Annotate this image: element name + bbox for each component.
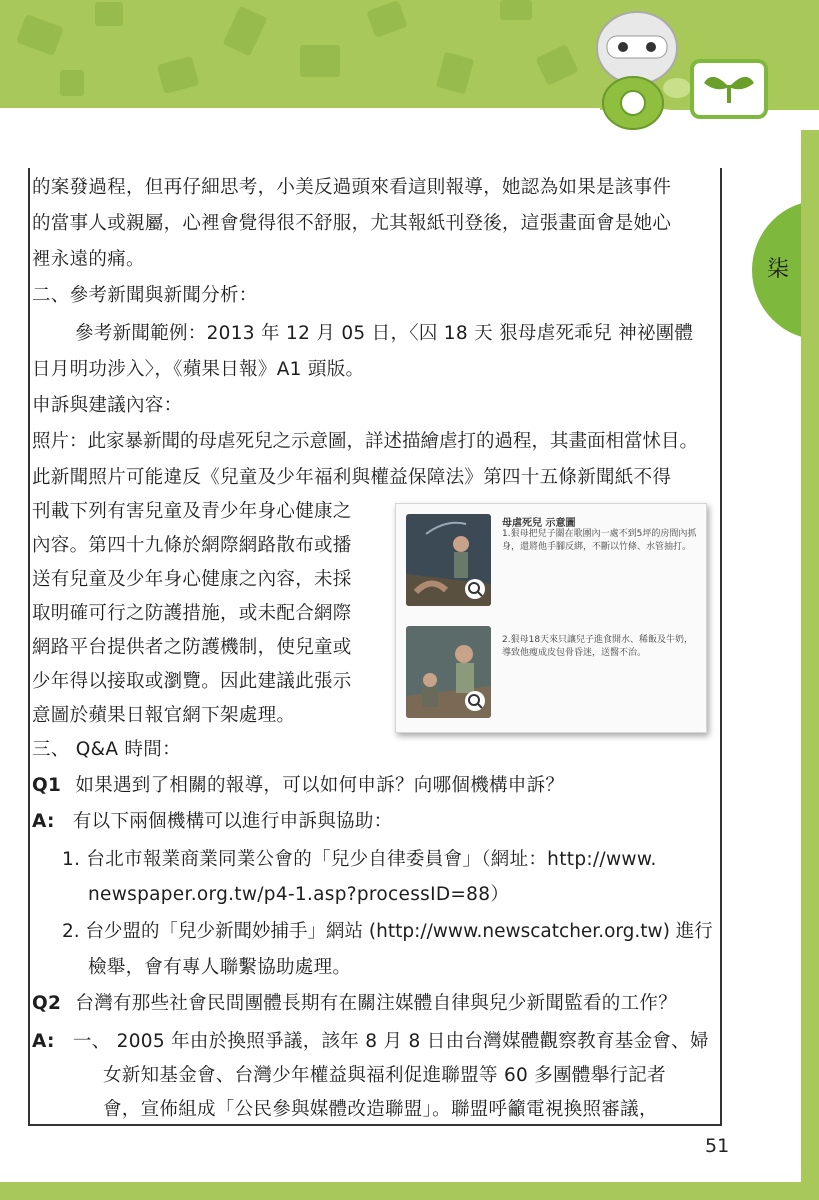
- page-number: 51: [705, 1135, 730, 1157]
- reference-news-line: 日月明功涉入〉，《蘋果日報》A1 頭版。: [32, 359, 365, 380]
- complaint-wrap-line: 內容。第四十九條於網際網路散布或播: [32, 535, 352, 556]
- answer-label: A:: [32, 811, 55, 832]
- a2-line: 會，宣佈組成「公民參與媒體改造聯盟」。聯盟呼籲電視換照審議，: [103, 1099, 658, 1120]
- q2-label: Q2: [32, 993, 62, 1014]
- a1-item-line: 檢舉，會有專人聯繫協助處理。: [88, 957, 352, 978]
- right-rail: [801, 130, 819, 1190]
- complaint-wrap-line: 刊載下列有害兒童及青少年身心健康之: [32, 501, 352, 522]
- footer-band: [0, 1182, 819, 1200]
- a1-item-line: newspaper.org.tw/p4-1.asp?processID=88）: [88, 884, 510, 905]
- zoom-icon[interactable]: [464, 578, 486, 600]
- q1-label: Q1: [32, 775, 62, 796]
- complaint-wrap-line: 少年得以接取或瀏覽。因此建議此張示: [32, 671, 352, 692]
- section-heading: 三、 Q&A 時間：: [32, 739, 181, 760]
- a1-item-line: 2. 台少盟的「兒少新聞妙捕手」網站 (http://www.newscatcher.org.tw) 進行: [62, 921, 713, 942]
- content-box-bottom: [28, 1124, 722, 1126]
- complaint-line: 照片：此家暴新聞的母虐死兒之示意圖，詳述描繪虐打的過程，其畫面相當怵目。: [32, 431, 699, 452]
- mascot-icon: [585, 8, 695, 133]
- figure-caption-1: 1.狠母把兒子關在歌團內一處不到5坪的房間內抓身，還將他手腳反綁，不斷以竹條、水管抽打。: [502, 529, 697, 552]
- figure-caption-2: 2.狠母18天來只讓兒子進食開水、稀飯及牛奶，導致他瘦成皮包骨昏迷，送醫不治。: [502, 635, 694, 658]
- a1-text: 有以下兩個機構可以進行申訴與協助：: [72, 811, 393, 832]
- complaint-wrap-line: 送有兒童及少年身心健康之內容，未採: [32, 569, 352, 590]
- paragraph-line: 裡永遠的痛。: [32, 249, 145, 270]
- a2-line: 女新知基金會、台灣少年權益與福利促進聯盟等 60 多團體舉行記者: [103, 1065, 666, 1086]
- paragraph-line: 的案發過程，但再仔細思考，小美反過頭來看這則報導，她認為如果是該事件: [32, 177, 672, 198]
- complaint-wrap-line: 網路平台提供者之防護機制，使兒童或: [32, 637, 352, 658]
- q1-text: 如果遇到了相關的報導，可以如何申訴？向哪個機構申訴？: [75, 775, 565, 796]
- chapter-tab-label: 柒: [766, 257, 789, 282]
- complaint-heading: 申訴與建議內容：: [32, 395, 183, 416]
- figure-title: 母虐死兒 示意圖: [502, 518, 576, 529]
- a1-item-line: 1. 台北市報業商業同業公會的「兒少自律委員會」（網址：http://www.: [62, 849, 657, 870]
- reference-news-line: 參考新聞範例：2013 年 12 月 05 日，〈囚 18 天 狠母虐死乖兒 神祕團體: [75, 323, 694, 344]
- answer-label: A:: [32, 1031, 55, 1052]
- plant-tv-icon: [690, 55, 770, 125]
- paragraph-line: 的當事人或親屬，心裡會覺得很不舒服，尤其報紙刊登後，這張畫面會是她心: [32, 213, 672, 234]
- q2-text: 台灣有那些社會民間團體長期有在關注媒體自律與兒少新聞監看的工作？: [75, 993, 677, 1014]
- zoom-icon[interactable]: [464, 690, 486, 712]
- complaint-wrap-line: 意圖於蘋果日報官網下架處理。: [32, 705, 296, 726]
- news-illustration-figure: [395, 503, 707, 733]
- a2-line: 一、 2005 年由於換照爭議，該年 8 月 8 日由台灣媒體觀察教育基金會、婦: [72, 1031, 709, 1052]
- complaint-line: 此新聞照片可能違反《兒童及少年福利與權益保障法》第四十五條新聞紙不得: [32, 467, 672, 488]
- section-heading: 二、參考新聞與新聞分析：: [32, 285, 258, 306]
- complaint-wrap-line: 取明確可行之防護措施，或未配合網際: [32, 603, 352, 624]
